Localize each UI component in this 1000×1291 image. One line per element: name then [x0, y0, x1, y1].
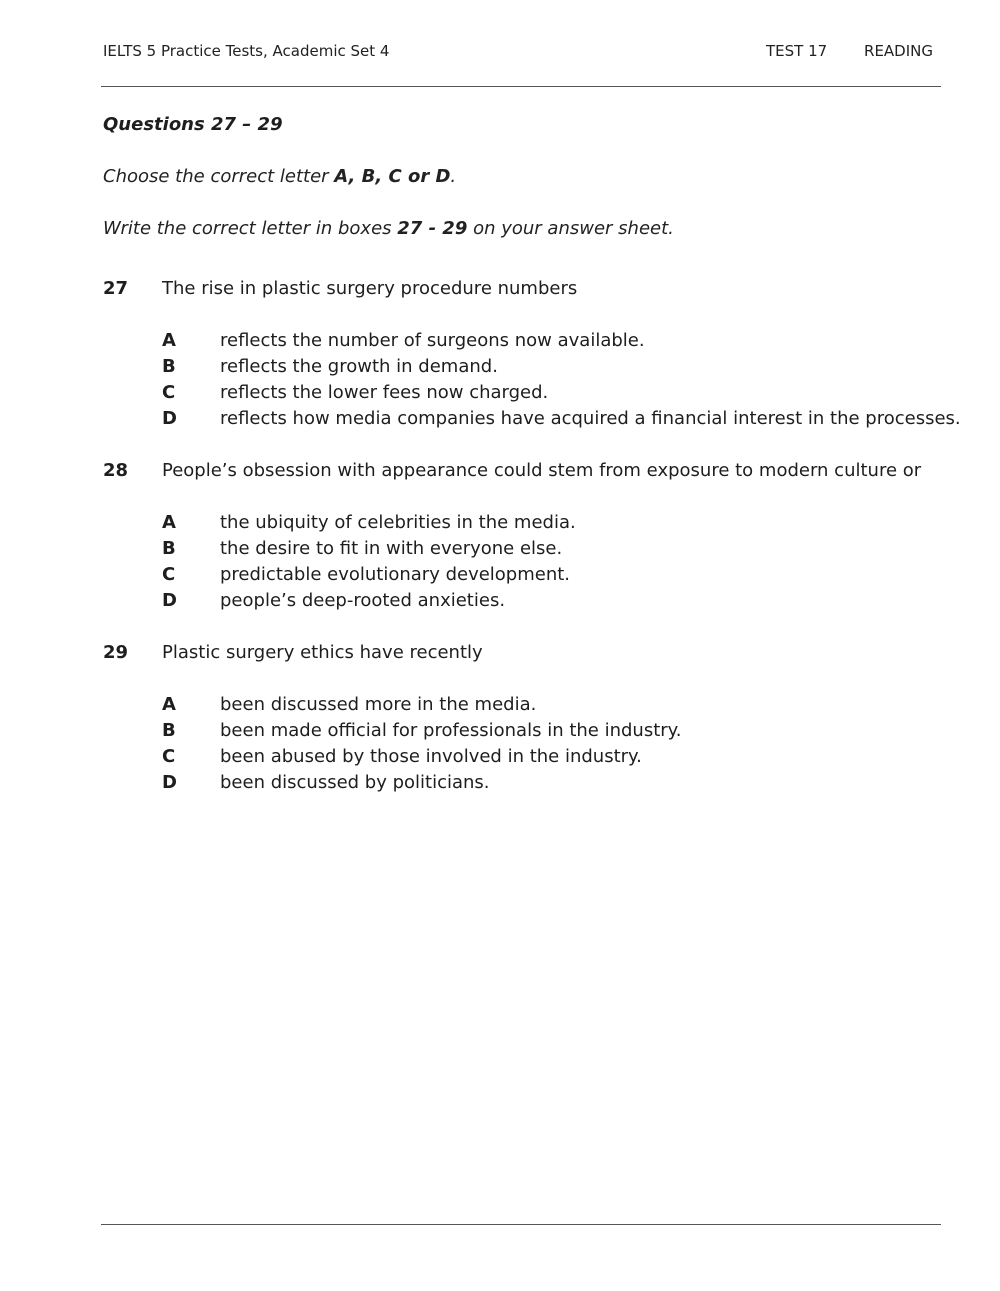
option-b — [103, 538, 943, 564]
option-a — [103, 330, 943, 356]
book-title: IELTS 5 Practice Tests, Academic Set 4 — [103, 42, 390, 60]
option-letter: C — [162, 746, 176, 767]
question-stem — [103, 460, 943, 486]
option-letter: A — [162, 694, 176, 715]
option-text: reflects the growth in demand. — [220, 356, 498, 377]
instruction-write-prefix: Write the correct letter in boxes — [103, 218, 398, 239]
option-c — [103, 564, 943, 590]
instruction-choose-prefix: Choose the correct letter — [103, 166, 335, 187]
question-stem — [103, 278, 943, 304]
question-text: The rise in plastic surgery procedure numbers — [162, 278, 578, 299]
option-text: been discussed more in the media. — [220, 694, 537, 715]
option-letter: B — [162, 356, 176, 377]
footer-divider — [101, 1224, 941, 1225]
option-letter: C — [162, 564, 176, 585]
option-text: the desire to fit in with everyone else. — [220, 538, 563, 559]
option-a — [103, 512, 943, 538]
option-letter: B — [162, 538, 176, 559]
option-text: predictable evolutionary development. — [220, 564, 571, 585]
test-label: TEST 17 — [766, 42, 828, 60]
instruction-write-boxes: 27 - 29 — [397, 218, 468, 239]
option-letter: A — [162, 512, 176, 533]
option-text: the ubiquity of celebrities in the media. — [220, 512, 576, 533]
option-a — [103, 694, 943, 720]
page-header — [103, 42, 933, 64]
instruction-write — [103, 218, 674, 239]
option-list — [103, 330, 961, 434]
option-letter: A — [162, 330, 176, 351]
option-b — [103, 356, 943, 382]
question-text: Plastic surgery ethics have recently — [162, 642, 483, 663]
option-letter: D — [162, 590, 177, 611]
option-letter: D — [162, 408, 177, 429]
option-list — [103, 512, 943, 616]
option-text: reflects the number of surgeons now available. — [220, 330, 645, 351]
instruction-write-suffix: on your answer sheet. — [467, 218, 674, 239]
question-stem — [103, 642, 943, 668]
option-letter: D — [162, 772, 177, 793]
option-d — [103, 590, 943, 616]
option-letter: B — [162, 720, 176, 741]
question-28 — [103, 460, 943, 616]
option-letter: C — [162, 382, 176, 403]
option-list — [103, 694, 943, 798]
option-text: been made official for professionals in the industry. — [220, 720, 682, 741]
option-text: people’s deep-rooted anxieties. — [220, 590, 506, 611]
option-text: been abused by those involved in the industry. — [220, 746, 642, 767]
question-number: 28 — [103, 460, 129, 481]
instruction-choose — [103, 166, 456, 187]
question-text: People’s obsession with appearance could stem from exposure to modern culture or — [162, 460, 922, 481]
instruction-choose-letters: A, B, C or D — [334, 166, 451, 187]
header-divider — [101, 86, 941, 87]
question-number: 27 — [103, 278, 129, 299]
option-d — [103, 772, 943, 798]
option-c — [103, 382, 943, 408]
questions-heading: Questions 27 – 29 — [103, 114, 283, 135]
option-text: been discussed by politicians. — [220, 772, 490, 793]
question-27 — [103, 278, 961, 434]
question-29 — [103, 642, 943, 798]
option-c — [103, 746, 943, 772]
option-text: reflects the lower fees now charged. — [220, 382, 549, 403]
option-b — [103, 720, 943, 746]
option-text: reflects how media companies have acquired a financial interest in the processes. — [220, 408, 961, 429]
option-d — [103, 408, 961, 434]
section-label: READING — [864, 42, 933, 60]
question-number: 29 — [103, 642, 129, 663]
instruction-choose-suffix: . — [450, 166, 457, 187]
